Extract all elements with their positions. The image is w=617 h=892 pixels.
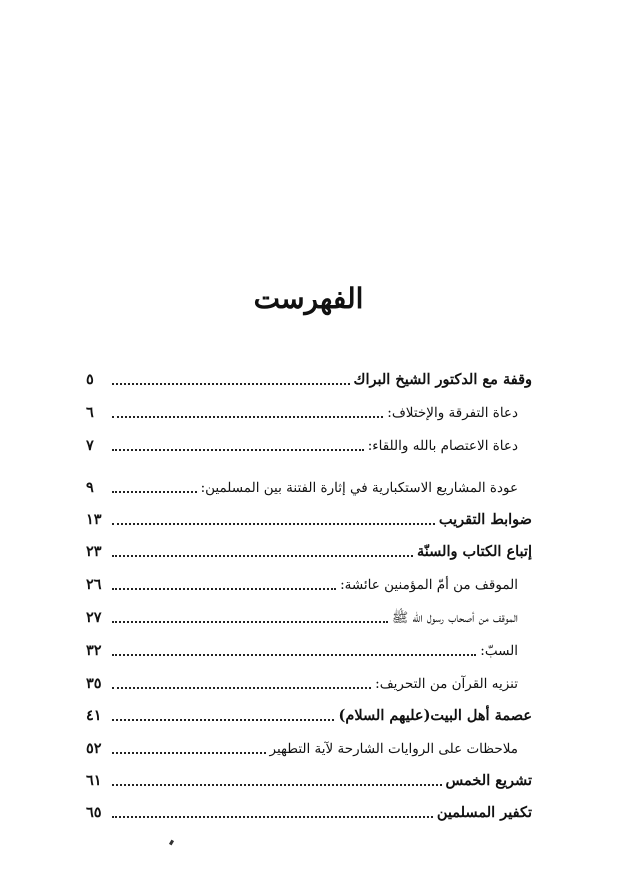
toc-entry-page: ٤١ — [86, 707, 102, 724]
toc-leader-dots — [112, 415, 383, 418]
toc-entry-label: تنزيه القرآن من التحريف: — [375, 676, 518, 692]
toc-entry-label: السبّ: — [480, 643, 518, 659]
scan-speck — [169, 840, 174, 846]
toc-entry-page: ١٣ — [86, 511, 102, 528]
toc-leader-dots — [112, 587, 336, 590]
page-title: الفهرست — [253, 282, 364, 315]
toc-entry-label: دعاة التفرقة والإختلاف: — [387, 405, 518, 421]
toc-leader-dots — [112, 490, 197, 493]
toc-entry-label: دعاة الاعتصام بالله واللقاء: — [367, 438, 518, 454]
toc-leader-dots — [112, 522, 435, 525]
toc-entry-page: ٢٦ — [86, 576, 102, 593]
toc-entry — [86, 637, 532, 661]
toc-leader-dots — [112, 783, 442, 786]
toc-entry — [86, 767, 532, 791]
toc-entry-page: ٦٥ — [86, 804, 102, 821]
toc-leader-dots — [112, 815, 433, 818]
toc-entry-label: الموقف من أصحاب رسول الله ﷺ — [391, 610, 518, 626]
toc-leader-dots — [112, 718, 334, 721]
toc-entry — [86, 571, 532, 595]
toc-entry-page: ٧ — [86, 437, 94, 454]
toc-entry-page: ٩ — [86, 479, 94, 496]
toc-entry-label: عصمة أهل البيت(عليهم السلام) — [338, 707, 532, 724]
toc-entry-label: عودة المشاريع الاستكبارية في إثارة الفتنة بين المسلمين: — [200, 480, 518, 496]
toc-entry-page: ٦ — [86, 404, 94, 421]
toc-entry-page: ٥ — [86, 371, 94, 388]
toc-entry — [86, 702, 532, 726]
toc-entry-label: ضوابط التقريب — [438, 511, 532, 528]
toc-leader-dots — [112, 554, 413, 557]
toc-entry-page: ٣٥ — [86, 675, 102, 692]
toc-entry — [86, 474, 532, 498]
toc-entry — [86, 399, 532, 423]
toc-entry-page: ٣٢ — [86, 642, 102, 659]
toc-entry-label: إتباع الكتاب والسنّة — [416, 543, 532, 560]
toc-entry-page: ٢٧ — [86, 609, 102, 626]
toc-entry — [86, 799, 532, 823]
toc-leader-dots — [112, 620, 388, 623]
toc-entry — [86, 538, 532, 562]
toc-entry — [86, 604, 532, 628]
toc-entry — [86, 432, 532, 456]
toc-leader-dots — [112, 448, 364, 451]
toc-entry-label: الموقف من أمّ المؤمنين عائشة: — [340, 577, 518, 593]
toc-entry-page: ٦١ — [86, 772, 102, 789]
toc-entry-page: ٥٢ — [86, 740, 102, 757]
toc-entry — [86, 506, 532, 530]
toc-leader-dots — [112, 653, 476, 656]
toc-leader-dots — [112, 382, 350, 385]
toc-entry-label: تشريع الخمس — [445, 772, 532, 789]
toc-leader-dots — [112, 686, 371, 689]
toc-entry-page: ٢٣ — [86, 543, 102, 560]
toc-entry-label: تكفير المسلمين — [436, 804, 532, 821]
toc-entry-label: ملاحظات على الروايات الشارحة لآية التطهير — [269, 741, 518, 757]
toc-entry-label: وقفة مع الدكتور الشيخ البراك — [353, 371, 532, 388]
toc-entry — [86, 735, 532, 759]
toc-entry — [86, 366, 532, 390]
toc-entry — [86, 670, 532, 694]
toc-leader-dots — [112, 751, 266, 754]
